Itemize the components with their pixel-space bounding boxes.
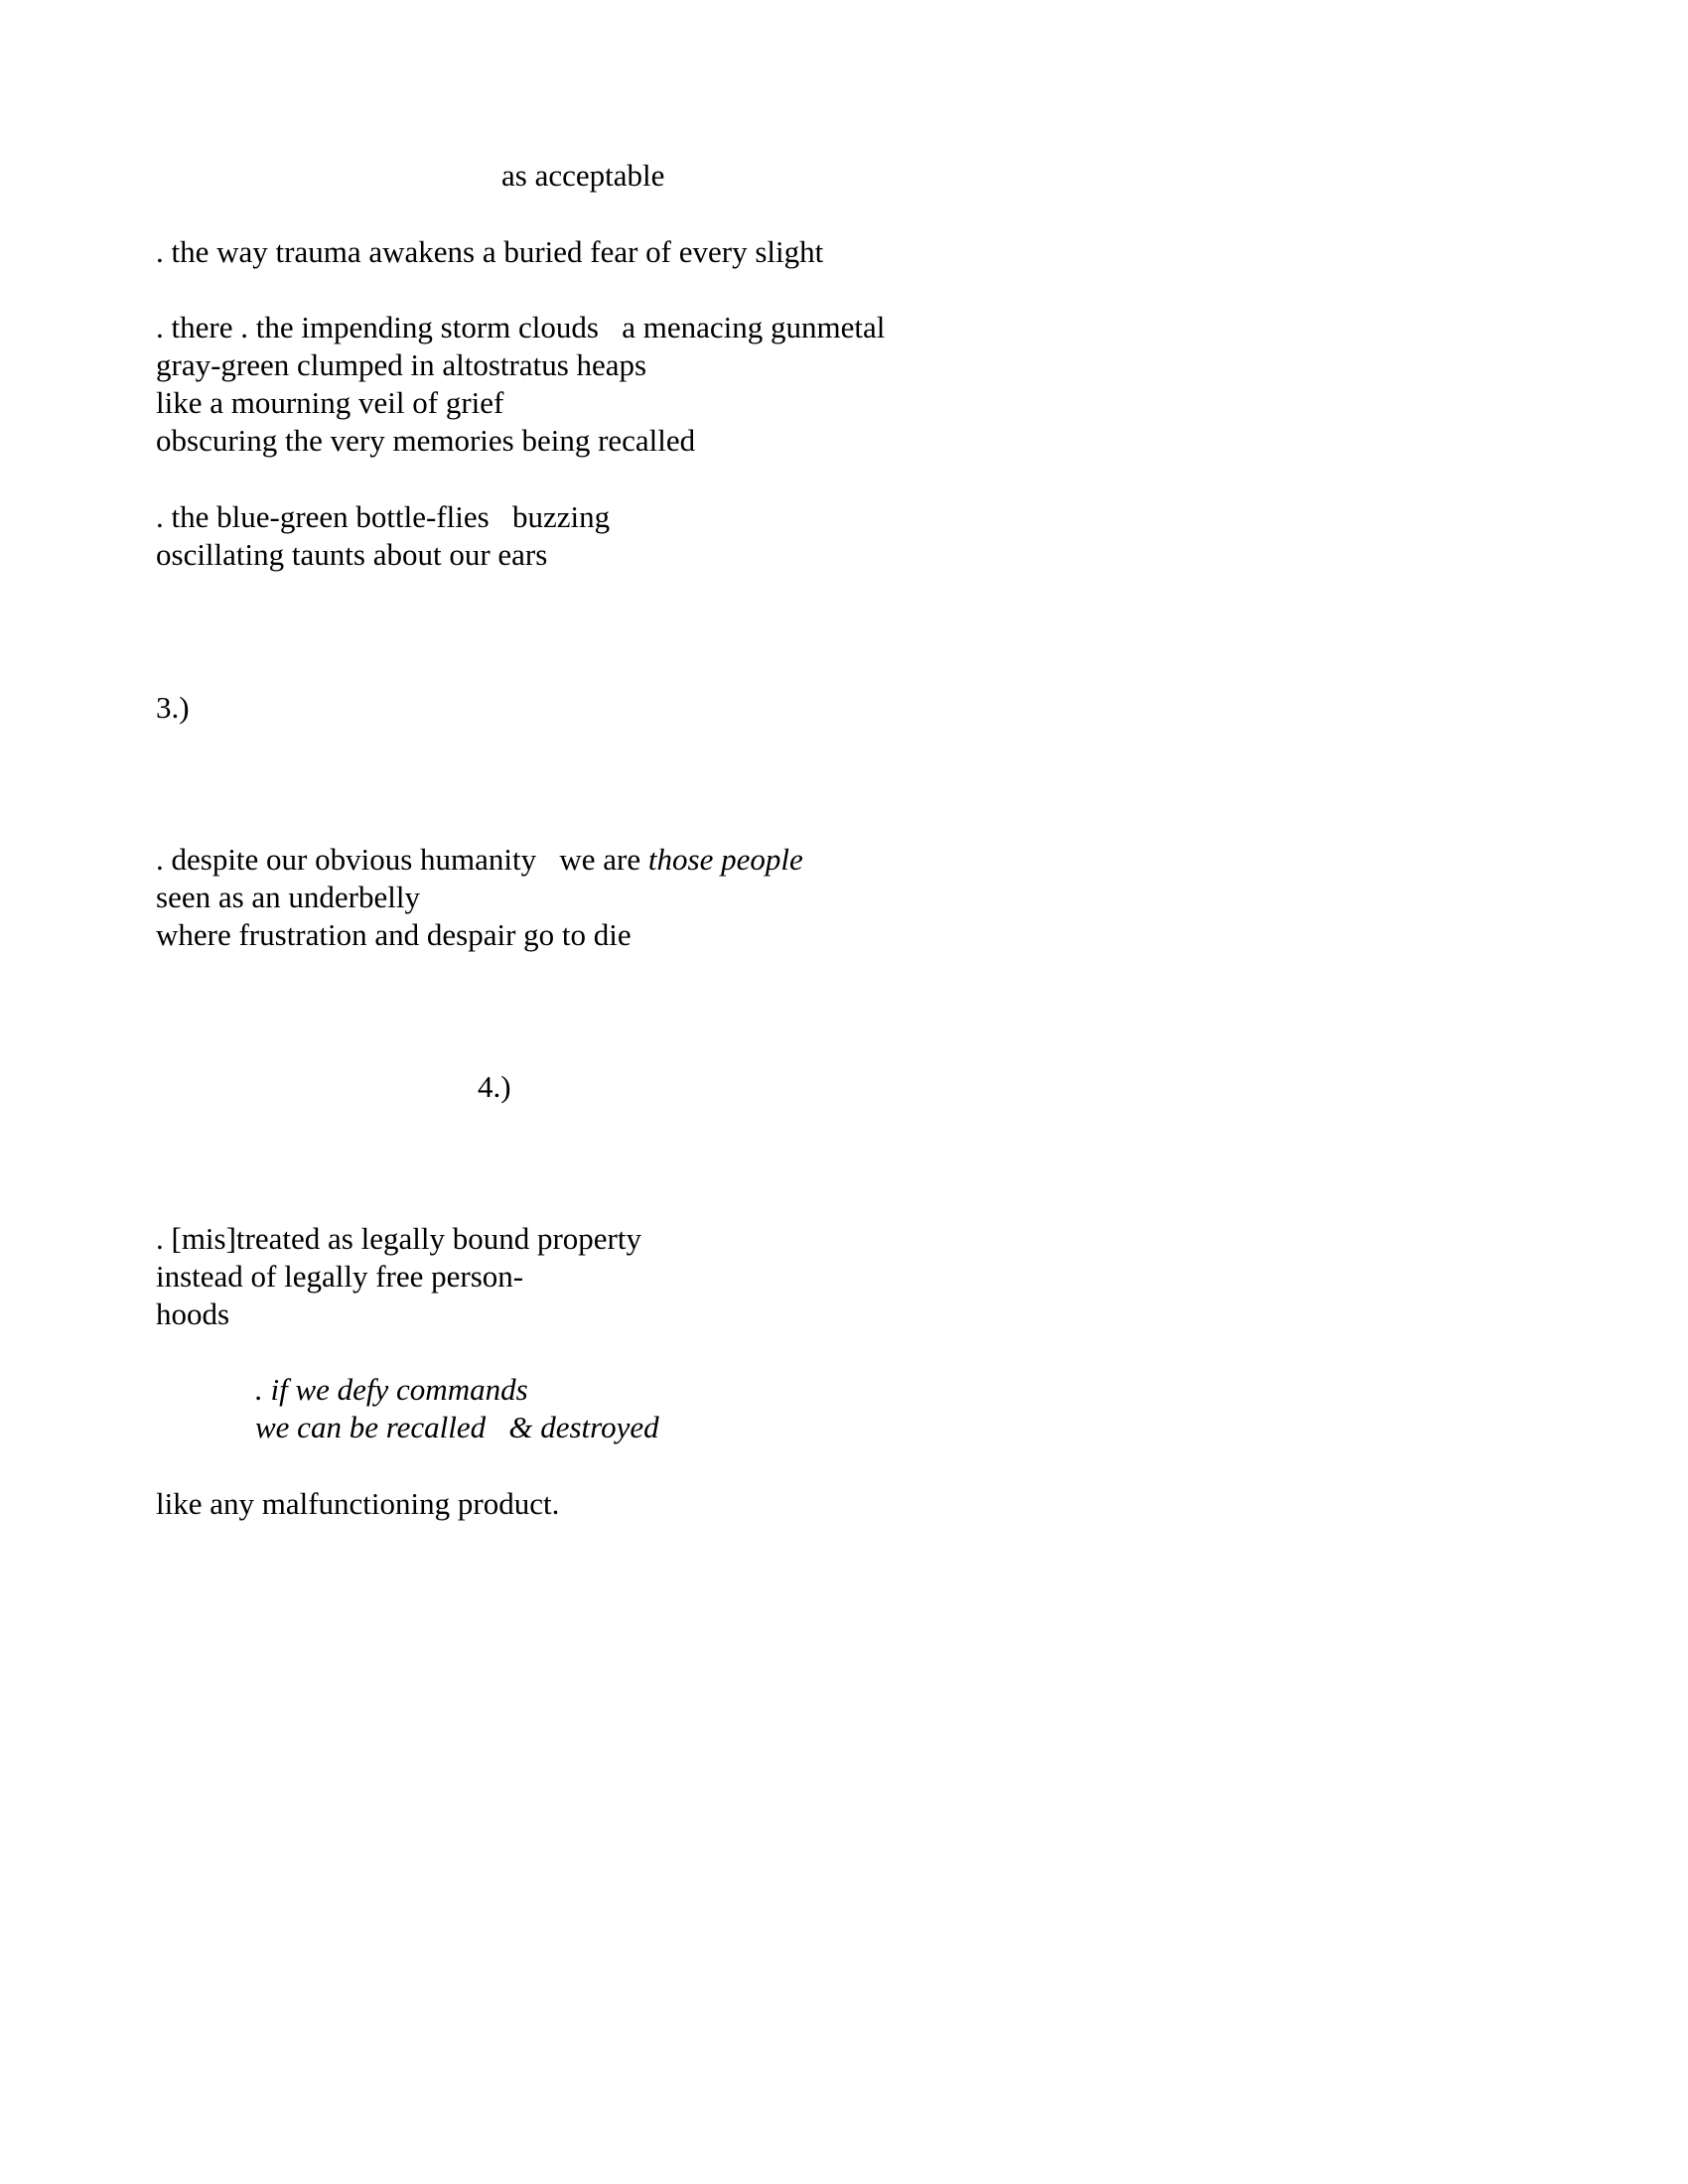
stanza-line: like a mourning veil of grief bbox=[156, 385, 504, 420]
stanza-line: . [mis]treated as legally bound property bbox=[156, 1221, 641, 1256]
italic-stanza-line: . if we defy commands bbox=[255, 1372, 528, 1407]
heading-fragment: as acceptable bbox=[501, 158, 665, 193]
closing-line: like any malfunctioning product. bbox=[156, 1486, 560, 1521]
stanza-line: gray-green clumped in altostratus heaps bbox=[156, 347, 647, 382]
section-number-3: 3.) bbox=[156, 690, 190, 725]
stanza-line: instead of legally free person- bbox=[156, 1259, 524, 1294]
stanza-line: where frustration and despair go to die bbox=[156, 917, 632, 952]
stanza-line: . there . the impending storm clouds a menacing gunmetal bbox=[156, 310, 886, 344]
stanza-line: seen as an underbelly bbox=[156, 880, 420, 914]
italic-stanza-line: we can be recalled & destroyed bbox=[255, 1410, 659, 1444]
stanza-line: hoods bbox=[156, 1297, 230, 1331]
stanza-line: . the way trauma awakens a buried fear of every slight bbox=[156, 234, 824, 269]
stanza-line: oscillating taunts about our ears bbox=[156, 537, 548, 572]
stanza-line-mixed bbox=[156, 841, 803, 879]
line-text: . despite our obvious humanity we are bbox=[156, 842, 648, 877]
stanza-line: obscuring the very memories being recalled bbox=[156, 423, 696, 458]
stanza-line: . the blue-green bottle-flies buzzing bbox=[156, 499, 611, 534]
section-number-4: 4.) bbox=[478, 1069, 511, 1104]
italic-emphasis: those people bbox=[647, 842, 803, 877]
